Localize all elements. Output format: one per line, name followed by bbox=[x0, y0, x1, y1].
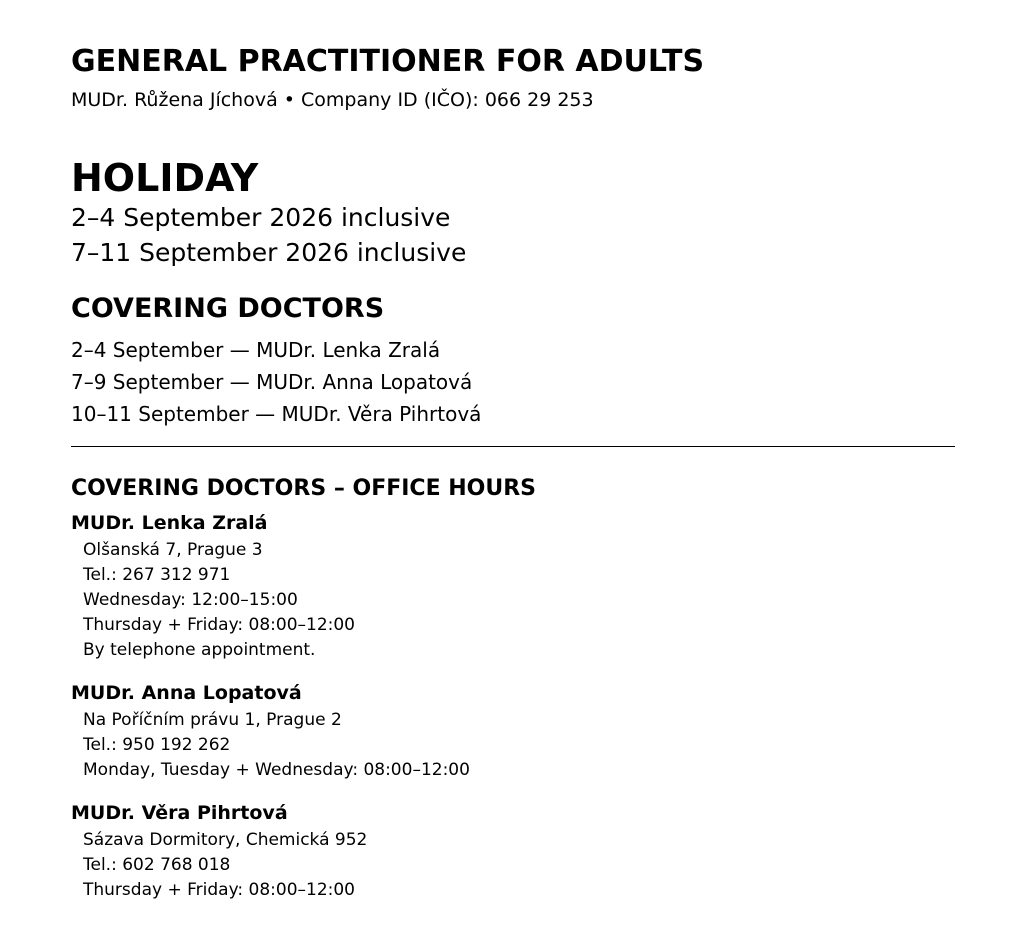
doctor-name: MUDr. Věra Pihrtová bbox=[71, 802, 288, 824]
section-divider bbox=[71, 446, 955, 447]
doctor-details bbox=[71, 828, 367, 903]
doctor-address: Na Poříčním právu 1, Prague 2 bbox=[83, 710, 342, 730]
doctor-block-lopatova bbox=[71, 681, 470, 783]
doctor-block-pihrtova bbox=[71, 801, 367, 903]
doctor-address: Sázava Dormitory, Chemická 952 bbox=[83, 830, 368, 850]
doctor-hours: Thursday + Friday: 08:00–12:00 bbox=[83, 615, 355, 635]
covering-item: 2–4 September — MUDr. Lenka Zralá bbox=[71, 338, 441, 362]
doctor-block-zrala bbox=[71, 511, 355, 663]
doctor-details bbox=[71, 708, 470, 783]
doctor-address: Olšanská 7, Prague 3 bbox=[83, 540, 263, 560]
office-hours-heading: COVERING DOCTORS – OFFICE HOURS bbox=[71, 476, 537, 501]
doctor-phone: Tel.: 950 192 262 bbox=[83, 735, 231, 755]
covering-item: 7–9 September — MUDr. Anna Lopatová bbox=[71, 370, 473, 394]
doctor-name: MUDr. Anna Lopatová bbox=[71, 682, 302, 704]
doctor-hours: Monday, Tuesday + Wednesday: 08:00–12:00 bbox=[83, 760, 470, 780]
clinic-title: GENERAL PRACTITIONER FOR ADULTS bbox=[71, 44, 705, 79]
holiday-date: 7–11 September 2026 inclusive bbox=[71, 238, 467, 267]
doctor-note: By telephone appointment. bbox=[83, 640, 316, 660]
clinic-subtitle: MUDr. Růžena Jíchová • Company ID (IČO): 066 29 253 bbox=[71, 89, 594, 111]
covering-doctors-list bbox=[71, 334, 481, 430]
covering-item: 10–11 September — MUDr. Věra Pihrtová bbox=[71, 402, 482, 426]
holiday-heading: HOLIDAY bbox=[71, 156, 259, 200]
doctor-phone: Tel.: 267 312 971 bbox=[83, 565, 231, 585]
holiday-dates bbox=[71, 200, 466, 270]
doctor-details bbox=[71, 538, 355, 663]
doctor-phone: Tel.: 602 768 018 bbox=[83, 855, 231, 875]
doctor-hours: Wednesday: 12:00–15:00 bbox=[83, 590, 298, 610]
covering-doctors-heading: COVERING DOCTORS bbox=[71, 293, 385, 324]
holiday-date: 2–4 September 2026 inclusive bbox=[71, 203, 451, 232]
doctor-name: MUDr. Lenka Zralá bbox=[71, 512, 268, 534]
doctor-hours: Thursday + Friday: 08:00–12:00 bbox=[83, 880, 355, 900]
